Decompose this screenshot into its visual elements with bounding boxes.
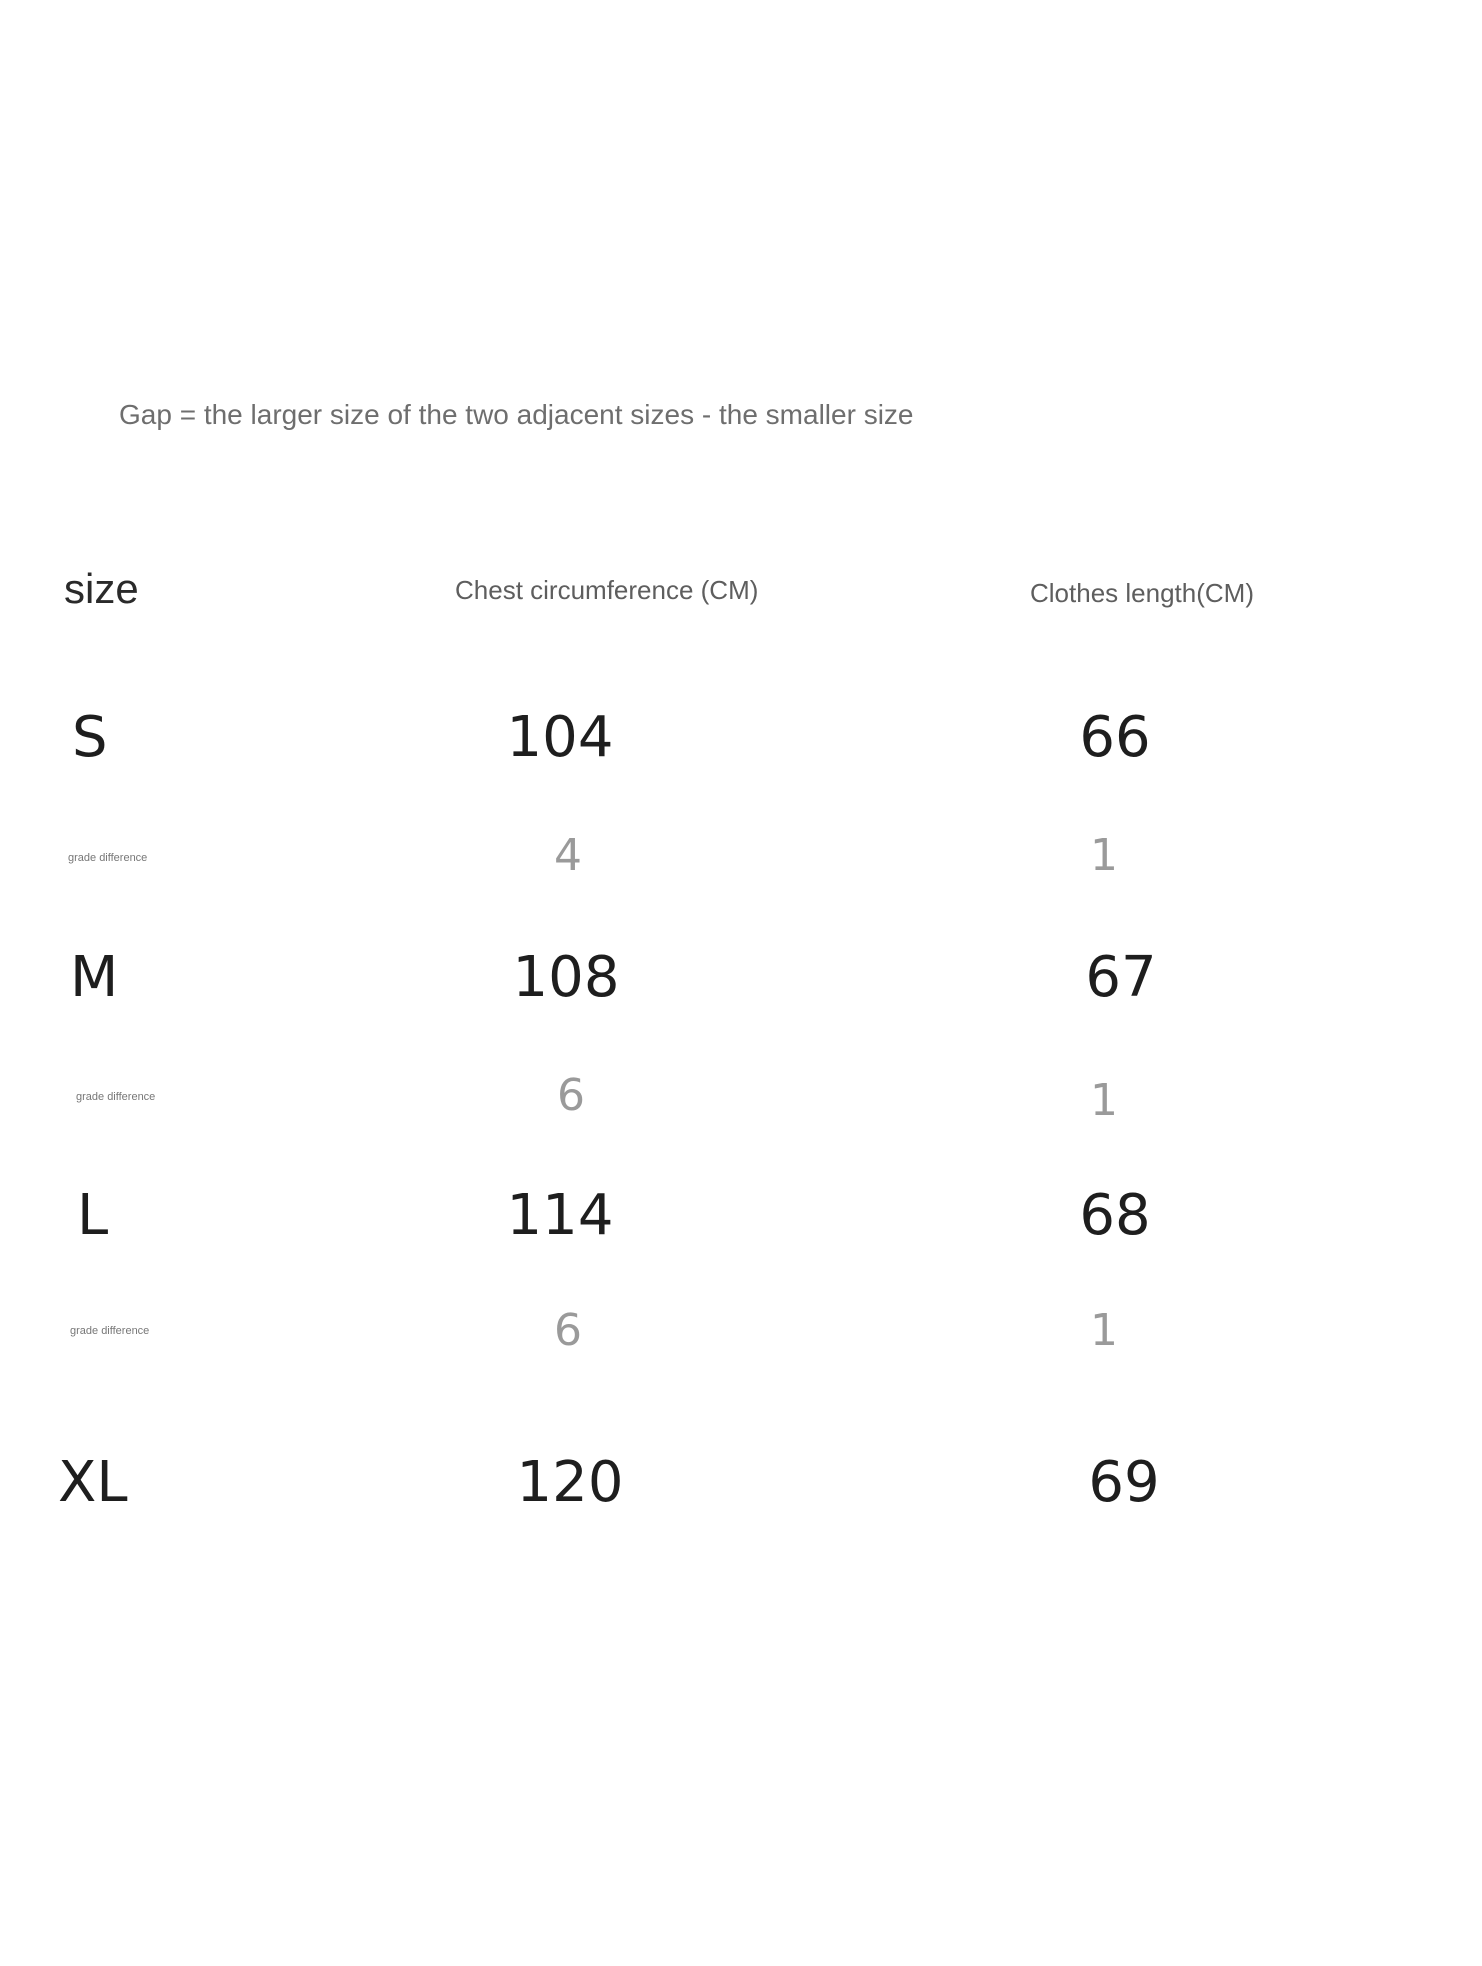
chest-gap-1: 4 [554,830,582,881]
length-gap-3: 1 [1090,1305,1118,1356]
gap-label-1: grade difference [68,852,148,864]
chest-value-s: 104 [506,705,614,770]
length-value-l: 68 [1079,1183,1151,1248]
chest-value-xl: 120 [516,1450,624,1515]
header-chest: Chest circumference (CM) [455,575,759,605]
length-gap-2: 1 [1090,1075,1118,1126]
length-value-m: 67 [1085,945,1157,1010]
chest-value-m: 108 [512,945,620,1010]
length-value-s: 66 [1079,705,1151,770]
gap-label-3: grade difference [70,1325,150,1337]
chest-gap-2: 6 [557,1070,585,1121]
chest-value-l: 114 [506,1183,614,1248]
header-length: Clothes length(CM) [1030,578,1254,608]
length-gap-1: 1 [1090,830,1118,881]
chest-gap-3: 6 [554,1305,582,1356]
length-value-xl: 69 [1088,1450,1160,1515]
size-label-l: L [77,1183,109,1248]
size-label-xl: XL [58,1450,128,1515]
size-label-m: M [70,945,119,1010]
header-size: size [64,565,139,612]
size-label-s: S [72,705,108,770]
gap-note: Gap = the larger size of the two adjacent sizes - the smaller size [119,399,914,430]
gap-label-2: grade difference [76,1091,156,1103]
